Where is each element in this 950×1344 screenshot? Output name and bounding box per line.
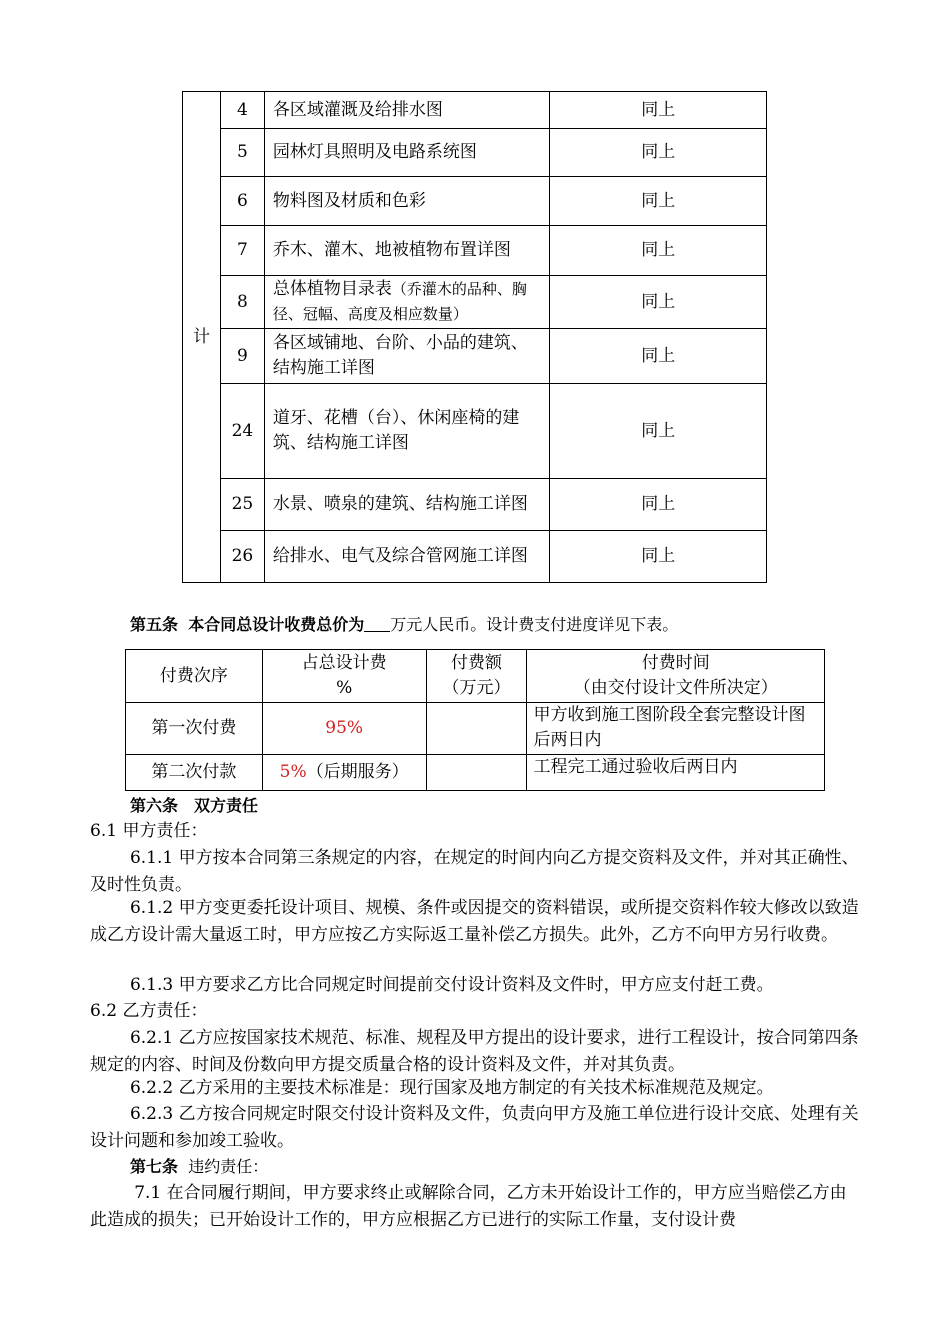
row-content: 各区域铺地、台阶、小品的建筑、结构施工详图 [264,329,550,384]
row-content: 各区域灌溉及给排水图 [264,92,550,129]
payment-percent: 5% [279,762,307,782]
payment-percent-cell [262,755,426,791]
section-6-2: 6.2 乙方责任： [90,1001,208,1021]
header-amount [426,650,527,703]
drawing-list-table [182,91,767,583]
row-note: 同上 [550,479,767,531]
header-amount-line1: 付费额 [451,653,502,673]
payment-order: 第二次付款 [126,755,263,791]
header-percent-line2: % [336,678,353,698]
table-header-row [126,650,825,703]
header-percent [262,650,426,703]
clause-7-label: 第七条 [130,1157,179,1176]
row-content-main: 总体植物目录表 [272,279,392,299]
table-row [126,755,825,791]
clause-5-rest-text: 万元人民币。设计费支付进度详见下表。 [390,615,679,634]
paragraph-6-2-2: 6.2.2 乙方采用的主要技术标准是：现行国家及地方制定的有关技术标准规范及规定。 [129,1078,774,1098]
payment-amount [426,703,527,755]
row-content: 道牙、花槽（台）、休闲座椅的建筑、结构施工详图 [264,384,550,479]
row-note: 同上 [550,384,767,479]
clause-5 [130,612,678,635]
payment-order: 第一次付费 [126,703,263,755]
row-content-detail: （乔灌木的品种、胸径、冠幅、高度及相应数量） [272,280,527,323]
payment-time: 甲方收到施工图阶段全套完整设计图后两日内 [527,703,825,755]
header-time [527,650,825,703]
row-content: 水景、喷泉的建筑、结构施工详图 [264,479,550,531]
row-note: 同上 [550,226,767,276]
header-time-line1: 付费时间 [641,653,710,673]
section-6-1: 6.1 甲方责任： [90,821,208,841]
clause-7-heading [130,1154,268,1177]
table-row [183,129,767,177]
table-row [183,384,767,479]
paragraph-6-2-3: 6.2.3 乙方按合同规定时限交付设计资料及文件，负责向甲方及施工单位进行设计交底、处理有关设计问题和参加竣工验收。 [90,1104,859,1151]
paragraph-6-1-3: 6.1.3 甲方要求乙方比合同规定时间提前交付设计资料及文件时，甲方应支付赶工费。 [129,975,774,995]
table-row [183,479,767,531]
table-row [183,531,767,583]
row-content: 乔木、灌木、地被植物布置详图 [264,226,550,276]
row-note: 同上 [550,329,767,384]
row-content: 物料图及材质和色彩 [264,177,550,226]
payment-time: 工程完工通过验收后两日内 [527,755,825,791]
clause-6-heading: 第六条 双方责任 [130,796,259,815]
header-percent-line1: 占总设计费 [301,653,387,673]
header-time-line2: （由交付设计文件所决定） [573,678,778,698]
row-content: 给排水、电气及综合管网施工详图 [264,531,550,583]
row-number: 9 [220,329,264,384]
row-note: 同上 [550,276,767,329]
row-number: 24 [220,384,264,479]
payment-amount [426,755,527,791]
header-amount-line2: （万元） [442,678,511,698]
table-row [183,92,767,129]
row-number: 5 [220,129,264,177]
row-note: 同上 [550,531,767,583]
row-content: 园林灯具照明及电路系统图 [264,129,550,177]
row-content [264,276,550,329]
clause-7-title: 违约责任： [188,1157,269,1176]
header-order: 付费次序 [126,650,263,703]
payment-percent-note: （后期服务） [306,762,409,782]
row-number: 8 [220,276,264,329]
category-cell: 计 [183,92,221,583]
table-row [183,226,767,276]
table-row [183,276,767,329]
row-number: 7 [220,226,264,276]
row-number: 4 [220,92,264,129]
row-note: 同上 [550,129,767,177]
row-number: 6 [220,177,264,226]
row-note: 同上 [550,177,767,226]
clause-5-label: 第五条 [130,615,179,634]
clause-5-bold-text: 本合同总设计收费总价为 [188,615,365,634]
paragraph-6-1-2: 6.1.2 甲方变更委托设计项目、规模、条件或因提交的资料错误，或所提交资料作较大修改以致造成乙方设计需大量返工时，甲方应按乙方实际返工量补偿乙方损失。此外，乙方不向甲方另行收费。 [90,898,859,945]
table-row [183,329,767,384]
table-row [126,703,825,755]
table-row [183,177,767,226]
row-number: 25 [220,479,264,531]
row-note: 同上 [550,92,767,129]
paragraph-6-1-1: 6.1.1 甲方按本合同第三条规定的内容，在规定的时间内向乙方提交资料及文件，并对其正确性、及时性负责。 [90,848,859,895]
row-number: 26 [220,531,264,583]
payment-table [125,649,825,791]
amount-blank [364,615,390,632]
paragraph-6-2-1: 6.2.1 乙方应按国家技术规范、标准、规程及甲方提出的设计要求，进行工程设计，按合同第四条规定的内容、时间及份数向甲方提交质量合格的设计资料及文件，并对其负责。 [90,1028,859,1075]
payment-percent: 95% [262,703,426,755]
paragraph-7-1: 7.1 在合同履行期间，甲方要求终止或解除合同，乙方未开始设计工作的，甲方应当赔偿乙方由此造成的损失；已开始设计工作的，甲方应根据乙方已进行的实际工作量，支付设计费 [90,1183,847,1230]
